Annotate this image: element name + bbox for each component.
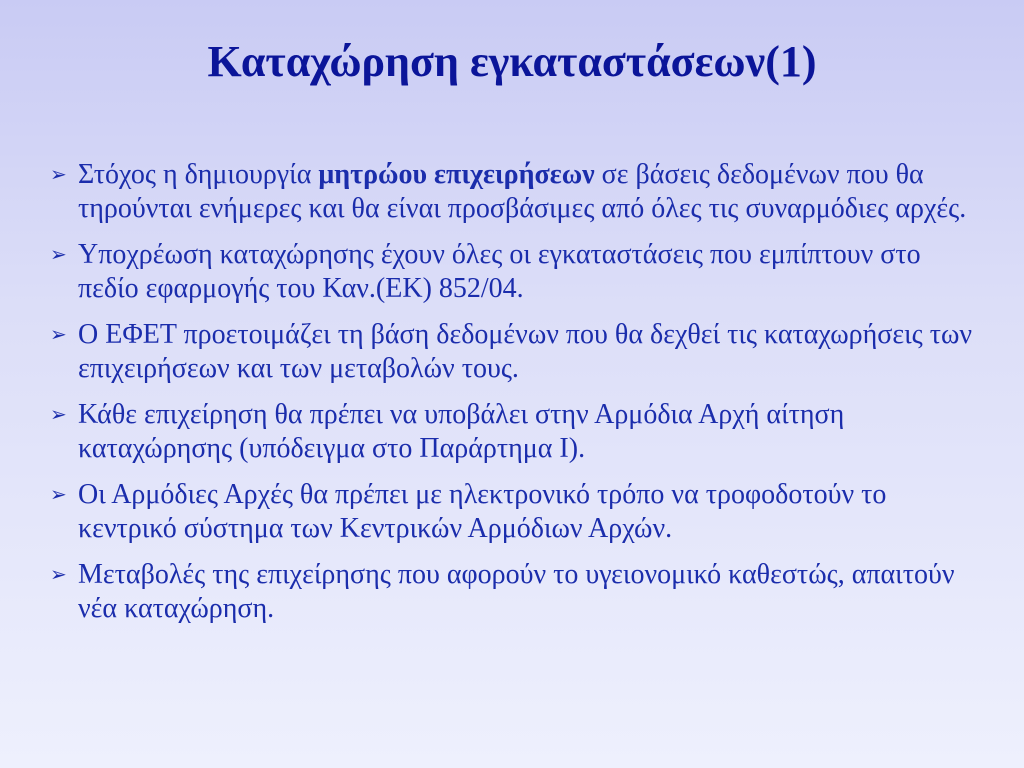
bullet-bold-phrase: μητρώου επιχειρήσεων [318,159,595,190]
arrow-bullet-icon: ➢ [50,484,67,506]
arrow-bullet-icon: ➢ [50,244,67,266]
bullet-item-changes-reregistration [46,558,986,626]
arrow-bullet-icon: ➢ [50,164,67,186]
arrow-bullet-icon: ➢ [50,324,67,346]
bullet-text: Οι Αρμόδιες Αρχές θα πρέπει με ηλεκτρονικό τρόπο να τροφοδοτούν το κεντρικό σύστημα των Κεντρικών Αρμόδιων Αρχών. [78,479,887,544]
arrow-bullet-icon: ➢ [50,564,67,586]
bullet-text: Κάθε επιχείρηση θα πρέπει να υποβάλει στην Αρμόδια Αρχή αίτηση καταχώρησης (υπόδειγμα στο Παράρτημα Ι). [78,399,845,464]
bullet-list [46,158,986,638]
bullet-item-registration-obligation [46,238,986,306]
bullet-item-registry-goal [46,158,986,226]
arrow-bullet-icon: ➢ [50,404,67,426]
bullet-text-end: σε βάσεις δεδομένων που θα τηρούνται ενήμερες και θα είναι προσβάσιμες από όλες τις συναρμόδιες αρχές. [78,159,967,224]
slide-title: Καταχώρηση εγκαταστάσεων(1) [207,37,817,86]
bullet-text: Υποχρέωση καταχώρησης έχουν όλες οι εγκαταστάσεις που εμπίπτουν στο πεδίο εφαρμογής του Καν.(ΕΚ) 852/04. [78,239,921,304]
bullet-text: Μεταβολές της επιχείρησης που αφορούν το υγειονομικό καθεστώς, απαιτούν νέα καταχώρηση. [78,559,955,624]
bullet-item-electronic-feed [46,478,986,546]
bullet-item-efet-database [46,318,986,386]
bullet-text: Ο ΕΦΕΤ προετοιμάζει τη βάση δεδομένων που θα δεχθεί τις καταχωρήσεις των επιχειρήσεων και των μεταβολών τους. [78,319,973,384]
bullet-text-start: Στόχος η δημιουργία [78,159,319,190]
bullet-item-application-submission [46,398,986,466]
